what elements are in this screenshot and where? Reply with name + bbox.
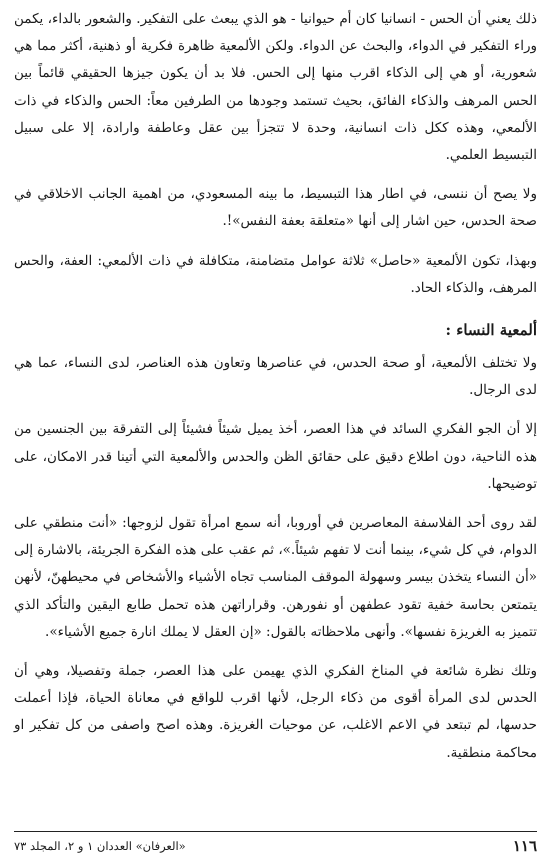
paragraph: وبهذا، تكون الألمعية «حاصل» ثلاثة عوامل متضامنة، متكافلة في ذات الألمعي: العفة، والحس المرهف، والذكاء الحاد. [14,252,537,296]
page-footer [14,831,537,860]
paragraph: وتلك نظرة شائعة في المناخ الفكري الذي يهيمن على هذا العصر، جملة وتفصيلا، وهي أن الحدس لدى المرأة أقوى من ذكاء الرجل، لأنها اقرب للواقع في معاناة الحياة، فإذا أعملت حدسها، لم تبتعد في الاعم الاغلب، عن موحيات الغريزة. وهذه اصح واصفى من كل تفكير او محاكمة منطقية. [14,663,537,761]
journal-citation: «العرفان» العددان ١ و ٢، المجلد ٧٣ [14,839,186,853]
paragraph: ذلك يعني أن الحس - انسانيا كان أم حيوانيا - هو الذي يبعث على التفكير. والشعور بالداء، يكمن وراء التفكير في الدواء، والبحث عن الدواء. ولكن الألمعية ظاهرة فكرية أو ذهنية، أكثر مما هي شعورية، أو هي إلى الذكاء اقرب منها إلى الحس. فلا بد أن يكون جيزها الحقيقي قائماً بين الحس المرهف والذكاء الفائق، بحيث تستمد وجودها من الطرفين معاً: الحس والذكاء في ذات الألمعي، وهذه ككل ذات انسانية، وحدة لا تتجزأ بين عقل وعاطفة وارادة، إلا على سبيل التبسيط العلمي. [14,11,537,164]
paragraph: ولا تختلف الألمعية، أو صحة الحدس، في عناصرها وتعاون هذه العناصر، لدى النساء، عما هي لدى الرجال. [14,355,537,399]
document-page [14,6,537,862]
paragraph: إلا أن الجو الفكري السائد في هذا العصر، أخذ يميل شيئاً فشيئاً إلى التفرقة بين الجنسين من هذه الناحية، دون اطلاع دقيق على حقائق الظن والحدس والألمعية التي أتينا قدر الامكان، على توضيحها. [14,421,537,492]
paragraph: لقد روى أحد الفلاسفة المعاصرين في أوروبا، أنه سمع امرأة تقول لزوجها: «أنت منطقي على الدوام، في كل شيء، بينما أنت لا تفهم شيئاً.»، ثم عقب على هذه الفكرة الجريئة، بالاشارة إلى «أن النساء يتخذن بيسر وسهولة الموقف المناسب تجاه الأشياء والأشخاص في محيطهنّ، لأنهن يتمتعن بحاسة خفية تقود عطفهن أو نفورهن. وقراراتهن هذه تحمل طابع اليقين والتأكد الذي تتميز به الغريزة نفسها». وأنهى ملاحظاته بالقول: «إن العقل لا يملك انارة جميع الأشياء». [14,515,537,640]
body-text [14,6,537,767]
page-number: ١١٦ [512,837,537,855]
section-heading: ألمعية النساء : [445,321,537,340]
paragraph: ولا يصح أن ننسى، في اطار هذا التبسيط، ما بينه المسعودي، من اهمية الجانب الاخلاقي في صحة الحدس، حين اشار إلى أنها «متعلقة بعفة النفس»!. [14,186,537,230]
